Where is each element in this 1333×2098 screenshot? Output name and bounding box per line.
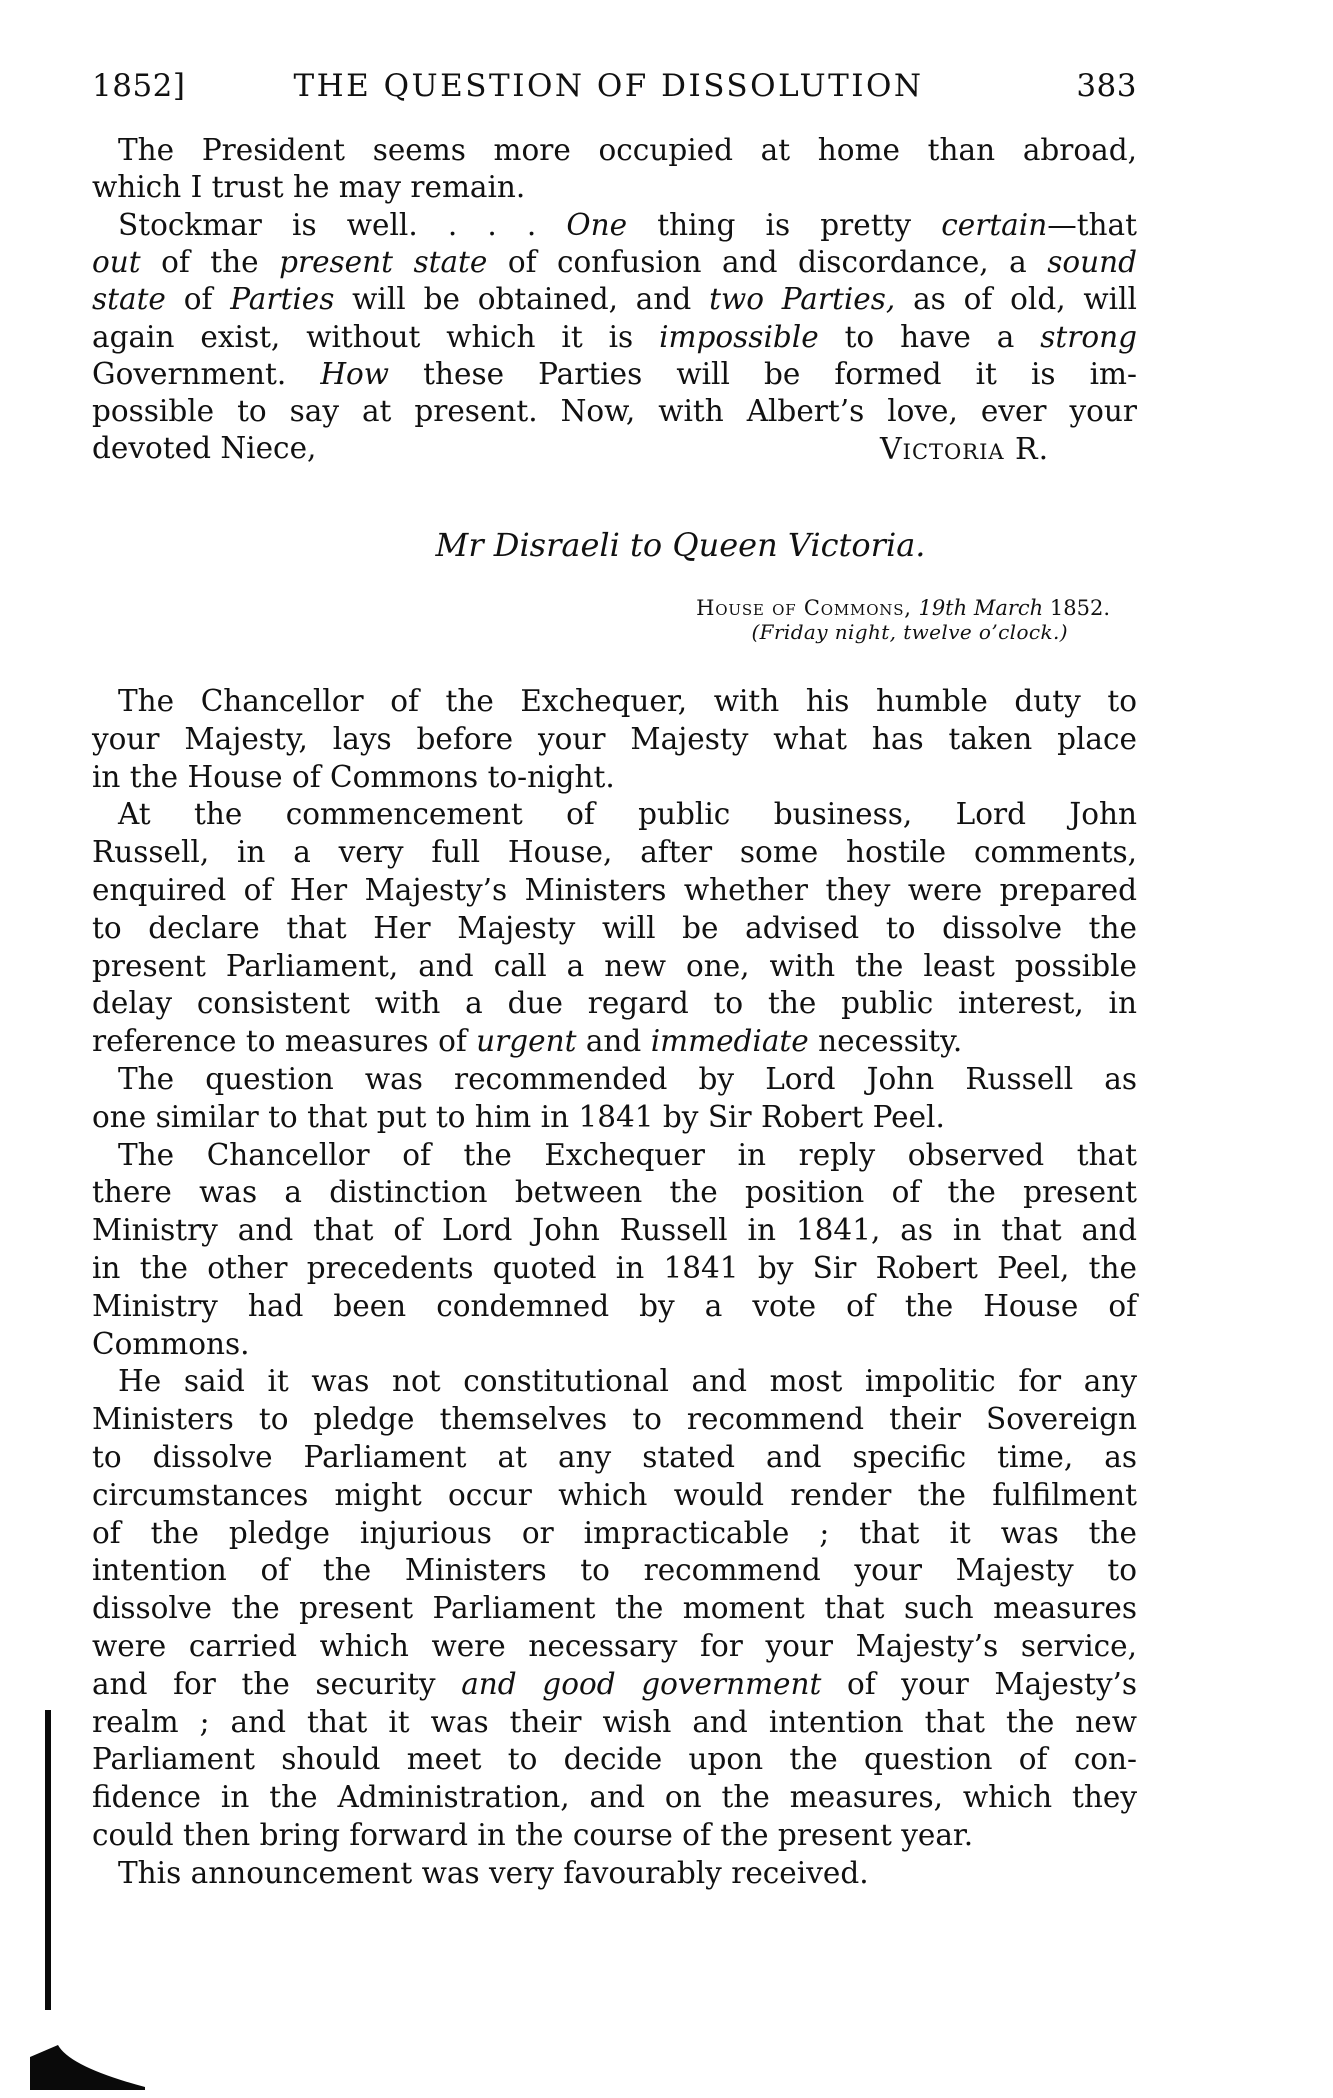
text-line bbox=[92, 1816, 1137, 1854]
text-line bbox=[92, 1778, 1137, 1816]
text: Ministry and that of Lord John Russell in 1841, as in that and bbox=[92, 1213, 1137, 1248]
text: of the pledge injurious or impracticable ; that it was the bbox=[92, 1515, 1137, 1550]
text-line bbox=[92, 243, 1137, 281]
text-line bbox=[118, 1854, 1137, 1892]
italic-text: urgent bbox=[476, 1024, 577, 1059]
text-line bbox=[92, 1589, 1137, 1627]
italic-text: One bbox=[566, 207, 628, 242]
text: Stockmar is well. . . . bbox=[118, 207, 567, 242]
italic-text: state bbox=[92, 282, 166, 317]
text: there was a distinction between the position of the present bbox=[92, 1175, 1137, 1210]
text-line bbox=[92, 1249, 1137, 1287]
text-line bbox=[118, 1060, 1137, 1098]
text-line bbox=[92, 1740, 1137, 1778]
text: At the commencement of public business, Lord John bbox=[118, 797, 1137, 832]
text: necessity. bbox=[808, 1024, 963, 1059]
text-line bbox=[92, 318, 1137, 356]
italic-text: How bbox=[320, 356, 390, 391]
text: Ministry had been condemned by a vote of the House of bbox=[92, 1288, 1137, 1323]
italic-text: two Parties, bbox=[709, 282, 896, 317]
text-line bbox=[92, 168, 1137, 206]
running-head-title: THE QUESTION OF DISSOLUTION bbox=[293, 68, 924, 104]
text: reference to measures of bbox=[92, 1024, 477, 1059]
text-line bbox=[92, 1627, 1137, 1665]
text-line bbox=[92, 1325, 1137, 1363]
text-line bbox=[92, 1022, 1137, 1060]
text: circumstances might occur which would render the fulfilment bbox=[92, 1477, 1137, 1512]
text: which I trust he may remain. bbox=[92, 170, 526, 205]
italic-text: present state bbox=[279, 244, 488, 279]
dateline-month: March bbox=[973, 596, 1044, 620]
text: to declare that Her Majesty will be advised to dissolve the bbox=[92, 910, 1137, 945]
dateline-year: 1852. bbox=[1049, 596, 1110, 620]
text: Commons. bbox=[92, 1326, 250, 1361]
scan-corner-shadow bbox=[30, 2045, 145, 2090]
text-line bbox=[92, 1476, 1137, 1514]
text: The Chancellor of the Exchequer, with his humble duty to bbox=[118, 684, 1137, 718]
dateline-place: House of Commons, bbox=[696, 596, 912, 620]
text-line bbox=[92, 1400, 1137, 1438]
signature: Victoria R. bbox=[880, 432, 1050, 467]
italic-text: and good government bbox=[461, 1666, 822, 1701]
text: This announcement was very favourably received. bbox=[118, 1855, 869, 1890]
text: of the bbox=[140, 244, 280, 279]
text: will be obtained, and bbox=[334, 282, 710, 317]
text: your Majesty, lays before your Majesty what has taken place bbox=[92, 721, 1137, 756]
italic-text: out bbox=[92, 244, 141, 279]
text: in the other precedents quoted in 1841 by Sir Robert Peel, the bbox=[92, 1251, 1137, 1285]
text: these Parties will be formed it is im- bbox=[389, 356, 1138, 391]
text: again exist, without which it is bbox=[92, 319, 660, 354]
text: to have a bbox=[818, 319, 1041, 354]
running-head-year: 1852] bbox=[92, 68, 186, 104]
text-line bbox=[92, 1551, 1137, 1589]
text-line bbox=[92, 947, 1137, 985]
text: as of old, will bbox=[895, 282, 1137, 317]
scan-binding-edge bbox=[45, 1710, 51, 2010]
text-line bbox=[92, 280, 1137, 318]
text: delay consistent with a due regard to the public interest, in bbox=[92, 986, 1137, 1021]
text-line bbox=[92, 392, 1137, 430]
text: He said it was not constitutional and most impolitic for any bbox=[118, 1364, 1137, 1399]
text: of bbox=[165, 282, 231, 317]
text: one similar to that put to him in 1841 by Sir Robert Peel. bbox=[92, 1099, 945, 1134]
text-line bbox=[92, 1098, 1137, 1136]
text: devoted Niece, bbox=[92, 431, 317, 466]
text: enquired of Her Majesty’s Ministers whether they were prepared bbox=[92, 873, 1137, 907]
italic-text: sound bbox=[1047, 244, 1138, 279]
italic-text: impossible bbox=[659, 319, 819, 354]
text: Parliament should meet to decide upon the question of con- bbox=[92, 1742, 1137, 1777]
text: and for the security bbox=[92, 1666, 462, 1701]
text: and bbox=[576, 1024, 651, 1059]
text-line bbox=[118, 795, 1137, 833]
text-line bbox=[118, 1136, 1137, 1174]
text-line bbox=[92, 984, 1137, 1022]
text: fidence in the Administration, and on the measures, which they bbox=[92, 1780, 1137, 1815]
text-line bbox=[92, 1703, 1137, 1741]
text-line bbox=[118, 682, 1137, 720]
text-line bbox=[92, 909, 1137, 947]
text: possible to say at present. Now, with Albert’s love, ever your bbox=[92, 394, 1137, 429]
text: in the House of Commons to-night. bbox=[92, 759, 615, 794]
text: of your Majesty’s bbox=[821, 1666, 1138, 1701]
italic-text: certain bbox=[941, 207, 1048, 242]
text-line bbox=[92, 720, 1137, 758]
text: of confusion and discordance, a bbox=[487, 244, 1048, 279]
letter-dateline bbox=[696, 596, 1110, 620]
text-line bbox=[92, 1287, 1137, 1325]
text: could then bring forward in the course of the present year. bbox=[92, 1818, 974, 1852]
text: Ministers to pledge themselves to recommend their Sovereign bbox=[92, 1402, 1137, 1437]
letter-heading: Mr Disraeli to Queen Victoria. bbox=[435, 526, 926, 564]
text: The Chancellor of the Exchequer in reply observed that bbox=[118, 1137, 1137, 1172]
page-number: 383 bbox=[1076, 68, 1137, 104]
text-line bbox=[92, 1514, 1137, 1552]
text: Government. bbox=[92, 356, 321, 391]
text: present Parliament, and call a new one, with the least possible bbox=[92, 948, 1137, 983]
text-line bbox=[92, 1211, 1137, 1249]
text: The question was recommended by Lord John Russell as bbox=[118, 1062, 1137, 1096]
text: The President seems more occupied at home than abroad, bbox=[118, 133, 1137, 167]
text: realm ; and that it was their wish and intention that the new bbox=[92, 1704, 1137, 1739]
running-head bbox=[92, 66, 1137, 106]
text-line bbox=[118, 131, 1137, 169]
text-line bbox=[118, 1362, 1137, 1400]
italic-text: immediate bbox=[650, 1024, 809, 1059]
text-line bbox=[118, 206, 1137, 244]
text: —that bbox=[1047, 207, 1137, 242]
text: thing is pretty bbox=[627, 207, 942, 242]
text-line bbox=[92, 758, 1137, 796]
italic-text: strong bbox=[1040, 319, 1137, 354]
text: Russell, in a very full House, after some hostile comments, bbox=[92, 835, 1137, 870]
text-line bbox=[92, 833, 1137, 871]
text-line bbox=[92, 1665, 1137, 1703]
text: to dissolve Parliament at any stated and specific time, as bbox=[92, 1440, 1137, 1474]
text-line bbox=[92, 355, 1137, 393]
text-line bbox=[92, 871, 1137, 909]
text: intention of the Ministers to recommend your Majesty to bbox=[92, 1553, 1137, 1588]
text-line bbox=[92, 1438, 1137, 1476]
text: were carried which were necessary for your Majesty’s service, bbox=[92, 1629, 1137, 1663]
italic-text: Parties bbox=[230, 282, 335, 317]
letter-time: (Friday night, twelve o’clock.) bbox=[751, 620, 1068, 644]
dateline-day: 19th bbox=[918, 596, 968, 620]
text-line bbox=[92, 1173, 1137, 1211]
text: dissolve the present Parliament the moment that such measures bbox=[92, 1591, 1137, 1626]
